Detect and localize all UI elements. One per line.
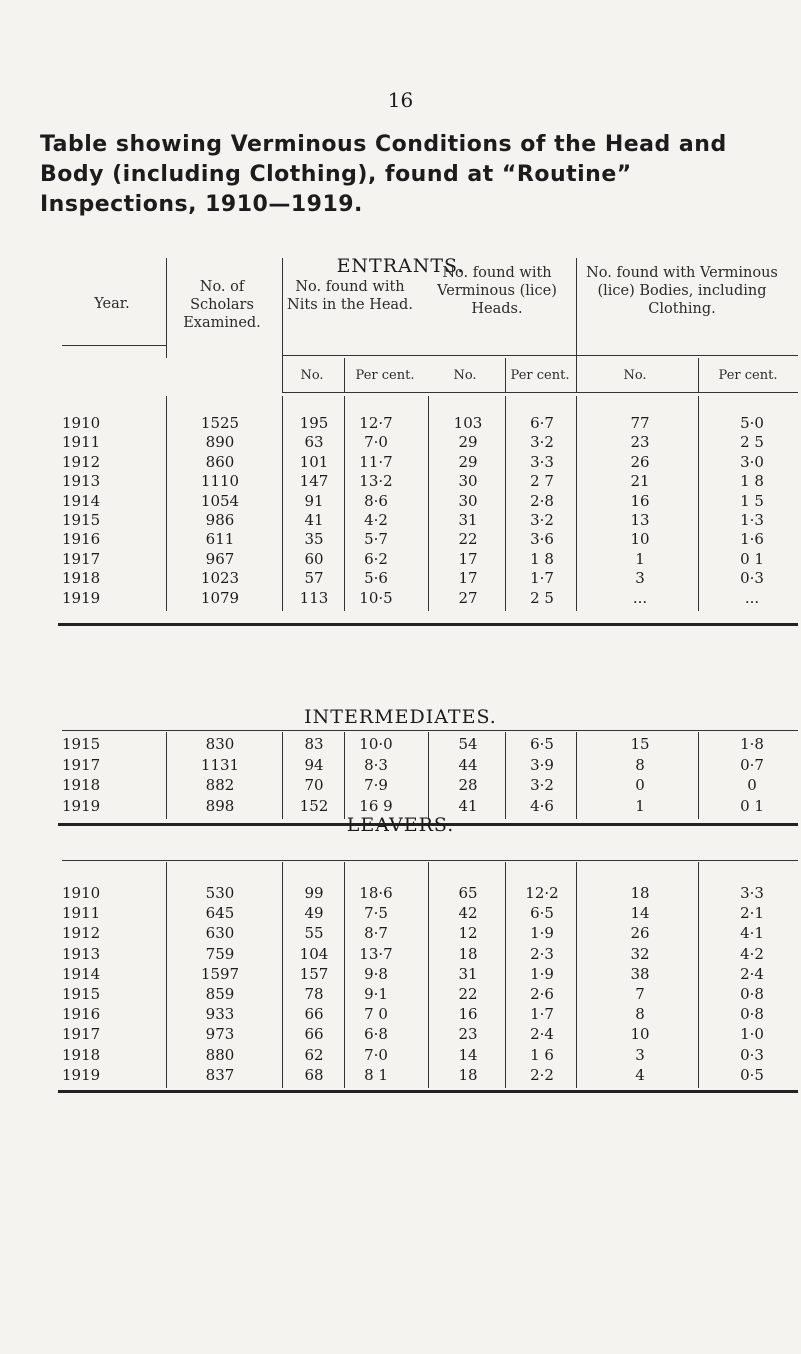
page-title: Table showing Verminous Conditions of the Head and Body (including Clothing), found at “Routine” Inspections, 1910—1919. xyxy=(40,132,727,217)
cell-year: 1913 xyxy=(62,472,101,491)
cell-examined: 1079 xyxy=(200,588,240,607)
cell-examined: 611 xyxy=(205,530,235,549)
cell-nits-percent: 16 9 xyxy=(359,796,393,815)
page-number: 16 xyxy=(387,88,414,112)
cell-nits-no: 113 xyxy=(299,588,329,607)
cell-bodies-no: 77 xyxy=(630,414,650,432)
column-divider xyxy=(344,396,345,611)
cell-heads-no: 30 xyxy=(458,491,478,510)
cell-heads-no: 30 xyxy=(458,472,478,491)
cell-examined: 986 xyxy=(205,511,235,529)
column-divider xyxy=(505,396,506,611)
cell-heads-percent: 3·6 xyxy=(530,530,554,549)
header-divider xyxy=(344,358,345,392)
cell-bodies-percent: 1·3 xyxy=(740,511,764,529)
column-divider xyxy=(505,862,506,1088)
cell-year: 1913 xyxy=(62,944,101,963)
cell-heads-percent: 2 5 xyxy=(530,588,554,607)
cell-bodies-no: 10 xyxy=(630,530,650,549)
cell-heads-percent: 3·3 xyxy=(530,452,554,471)
cell-bodies-percent: 1·6 xyxy=(740,530,764,549)
cell-heads-percent: 1 8 xyxy=(530,549,554,568)
cell-bodies-percent: 0·8 xyxy=(740,1005,764,1024)
cell-year: 1910 xyxy=(62,884,101,902)
cell-year: 1915 xyxy=(62,985,101,1003)
cell-bodies-no: 26 xyxy=(630,924,650,943)
cell-bodies-no: 14 xyxy=(630,904,650,923)
cell-heads-no: 29 xyxy=(458,433,478,452)
column-divider xyxy=(576,732,577,819)
cell-year: 1916 xyxy=(62,530,101,549)
cell-bodies-percent: 4·1 xyxy=(740,924,764,943)
header-divider xyxy=(576,258,577,393)
cell-nits-percent: 7·0 xyxy=(364,433,388,452)
cell-bodies-percent: 0 xyxy=(747,776,757,795)
cell-year: 1912 xyxy=(62,924,101,943)
cell-examined: 759 xyxy=(205,944,235,963)
cell-bodies-no: 21 xyxy=(630,472,650,491)
cell-bodies-no: ... xyxy=(632,588,648,607)
cell-bodies-no: 4 xyxy=(635,1065,645,1084)
cell-examined: 830 xyxy=(205,735,235,753)
cell-bodies-no: 32 xyxy=(630,944,650,963)
cell-examined: 1054 xyxy=(200,491,240,510)
cell-examined: 530 xyxy=(205,884,235,902)
subheader-nits-percent: Per cent. xyxy=(355,368,415,383)
cell-examined: 630 xyxy=(205,924,235,943)
cell-bodies-percent: 0 1 xyxy=(740,549,764,568)
header-nits: No. found with Nits in the Head. xyxy=(287,279,413,313)
header-divider xyxy=(282,258,283,393)
cell-nits-no: 35 xyxy=(304,530,324,549)
cell-nits-no: 66 xyxy=(304,1005,324,1024)
column-divider xyxy=(698,862,699,1088)
cell-year: 1918 xyxy=(62,1045,101,1064)
cell-nits-no: 83 xyxy=(304,735,324,753)
cell-heads-percent: 4·6 xyxy=(530,796,554,815)
cell-bodies-percent: 2 5 xyxy=(740,433,764,452)
cell-year: 1919 xyxy=(62,588,101,607)
subheader-bodies-no: No. xyxy=(623,368,647,383)
cell-nits-percent: 9·1 xyxy=(364,985,388,1003)
cell-heads-no: 44 xyxy=(458,755,478,774)
cell-heads-percent: 6·7 xyxy=(530,414,554,432)
column-divider xyxy=(428,732,429,819)
cell-nits-percent: 18·6 xyxy=(359,884,393,902)
header-examined: No. of Scholars Examined. xyxy=(183,279,261,331)
cell-year: 1910 xyxy=(62,414,101,432)
cell-heads-no: 31 xyxy=(458,964,478,983)
cell-nits-percent: 6·8 xyxy=(364,1025,388,1044)
subheader-heads-percent: Per cent. xyxy=(510,368,570,383)
cell-year: 1916 xyxy=(62,1005,101,1024)
cell-heads-percent: 2 7 xyxy=(530,472,554,491)
cell-heads-no: 54 xyxy=(458,735,478,753)
cell-nits-percent: 10·5 xyxy=(359,588,393,607)
cell-nits-percent: 7·0 xyxy=(364,1045,388,1064)
cell-heads-no: 17 xyxy=(458,549,478,568)
cell-heads-no: 42 xyxy=(458,904,478,923)
cell-nits-no: 99 xyxy=(304,884,324,902)
header-divider xyxy=(505,358,506,392)
cell-bodies-percent: 3·0 xyxy=(740,452,764,471)
cell-heads-percent: 6·5 xyxy=(530,735,554,753)
column-divider xyxy=(344,862,345,1088)
cell-bodies-percent: 1·0 xyxy=(740,1025,764,1044)
cell-heads-percent: 3·2 xyxy=(530,433,554,452)
section-title: INTERMEDIATES. xyxy=(304,706,497,728)
cell-heads-no: 103 xyxy=(453,414,483,432)
cell-heads-percent: 2·6 xyxy=(530,985,554,1003)
column-divider xyxy=(505,732,506,819)
cell-bodies-percent: ... xyxy=(744,588,760,607)
cell-heads-no: 41 xyxy=(458,796,478,815)
cell-year: 1919 xyxy=(62,796,101,815)
cell-nits-no: 157 xyxy=(299,964,329,983)
cell-nits-no: 49 xyxy=(304,904,324,923)
section-rule xyxy=(62,860,798,861)
column-divider xyxy=(282,862,283,1088)
cell-bodies-percent: 0·8 xyxy=(740,985,764,1003)
cell-heads-no: 65 xyxy=(458,884,478,902)
cell-nits-no: 147 xyxy=(299,472,329,491)
cell-heads-no: 12 xyxy=(458,924,478,943)
cell-bodies-no: 13 xyxy=(630,511,650,529)
cell-year: 1917 xyxy=(62,755,101,774)
column-divider xyxy=(282,396,283,611)
cell-heads-percent: 3·9 xyxy=(530,755,554,774)
section-bottom-rule xyxy=(58,623,798,626)
cell-bodies-percent: 0·3 xyxy=(740,1045,764,1064)
cell-bodies-no: 8 xyxy=(635,755,645,774)
cell-bodies-percent: 1 5 xyxy=(740,491,764,510)
cell-nits-percent: 8·7 xyxy=(364,924,388,943)
cell-nits-no: 94 xyxy=(304,755,324,774)
cell-heads-percent: 1 6 xyxy=(530,1045,554,1064)
cell-nits-percent: 8 1 xyxy=(364,1065,388,1084)
cell-examined: 860 xyxy=(205,452,235,471)
cell-nits-percent: 7·9 xyxy=(364,776,388,795)
cell-examined: 880 xyxy=(205,1045,235,1064)
cell-year: 1911 xyxy=(62,904,101,923)
column-divider xyxy=(166,862,167,1088)
cell-nits-no: 60 xyxy=(304,549,324,568)
cell-bodies-no: 38 xyxy=(630,964,650,983)
cell-examined: 1597 xyxy=(200,964,240,983)
cell-nits-no: 41 xyxy=(304,511,324,529)
header-bodies: No. found with Verminous (lice) Bodies, including Clothing. xyxy=(586,265,778,317)
cell-bodies-no: 3 xyxy=(635,569,645,588)
subheader-bodies-percent: Per cent. xyxy=(718,368,778,383)
cell-bodies-no: 16 xyxy=(630,491,650,510)
cell-nits-percent: 8·6 xyxy=(364,491,388,510)
header-year: Year. xyxy=(94,296,130,312)
cell-examined: 890 xyxy=(205,433,235,452)
cell-nits-no: 66 xyxy=(304,1025,324,1044)
cell-nits-no: 63 xyxy=(304,433,324,452)
section-rule xyxy=(62,730,798,731)
header-heads: No. found with Verminous (lice) Heads. xyxy=(437,265,557,317)
header-rule xyxy=(282,355,798,356)
subheader-rule xyxy=(282,392,798,393)
cell-nits-no: 91 xyxy=(304,491,324,510)
column-divider xyxy=(166,396,167,611)
cell-heads-percent: 1·7 xyxy=(530,1005,554,1024)
cell-nits-no: 101 xyxy=(299,452,329,471)
cell-nits-percent: 7 0 xyxy=(364,1005,388,1024)
subheader-nits-no: No. xyxy=(300,368,324,383)
cell-nits-percent: 10·0 xyxy=(359,735,393,753)
subheader-heads-no: No. xyxy=(453,368,477,383)
cell-bodies-percent: 0 1 xyxy=(740,796,764,815)
cell-heads-no: 18 xyxy=(458,944,478,963)
cell-nits-no: 152 xyxy=(299,796,329,815)
cell-heads-no: 23 xyxy=(458,1025,478,1044)
cell-heads-no: 22 xyxy=(458,985,478,1003)
cell-nits-percent: 8·3 xyxy=(364,755,388,774)
cell-heads-no: 29 xyxy=(458,452,478,471)
cell-year: 1914 xyxy=(62,964,101,983)
cell-nits-percent: 9·8 xyxy=(364,964,388,983)
column-divider xyxy=(428,862,429,1088)
cell-year: 1912 xyxy=(62,452,101,471)
cell-heads-no: 31 xyxy=(458,511,478,529)
cell-bodies-no: 18 xyxy=(630,884,650,902)
cell-bodies-no: 3 xyxy=(635,1045,645,1064)
cell-nits-no: 68 xyxy=(304,1065,324,1084)
cell-heads-percent: 1·9 xyxy=(530,924,554,943)
cell-year: 1915 xyxy=(62,735,101,753)
cell-bodies-percent: 1·8 xyxy=(740,735,764,753)
cell-heads-percent: 2·8 xyxy=(530,491,554,510)
cell-bodies-percent: 4·2 xyxy=(740,944,764,963)
cell-heads-percent: 6·5 xyxy=(530,904,554,923)
cell-bodies-no: 23 xyxy=(630,433,650,452)
cell-heads-percent: 2·2 xyxy=(530,1065,554,1084)
cell-nits-percent: 4·2 xyxy=(364,511,388,529)
cell-year: 1917 xyxy=(62,549,101,568)
cell-examined: 973 xyxy=(205,1025,235,1044)
cell-examined: 1110 xyxy=(200,472,240,491)
cell-bodies-no: 1 xyxy=(635,549,645,568)
cell-year: 1919 xyxy=(62,1065,101,1084)
cell-examined: 1023 xyxy=(200,569,240,588)
cell-bodies-percent: 3·3 xyxy=(740,884,764,902)
header-divider xyxy=(698,358,699,392)
cell-bodies-no: 8 xyxy=(635,1005,645,1024)
cell-nits-no: 195 xyxy=(299,414,329,432)
cell-heads-no: 16 xyxy=(458,1005,478,1024)
cell-nits-no: 57 xyxy=(304,569,324,588)
cell-year: 1914 xyxy=(62,491,101,510)
cell-heads-percent: 2·3 xyxy=(530,944,554,963)
cell-bodies-percent: 2·1 xyxy=(740,904,764,923)
column-divider xyxy=(698,396,699,611)
cell-heads-no: 22 xyxy=(458,530,478,549)
cell-heads-no: 28 xyxy=(458,776,478,795)
cell-nits-no: 104 xyxy=(299,944,329,963)
cell-year: 1918 xyxy=(62,569,101,588)
cell-heads-percent: 1·9 xyxy=(530,964,554,983)
cell-nits-percent: 5·6 xyxy=(364,569,388,588)
cell-year: 1915 xyxy=(62,511,101,529)
column-divider xyxy=(576,862,577,1088)
cell-nits-no: 62 xyxy=(304,1045,324,1064)
section-title: LEAVERS. xyxy=(346,814,455,836)
column-divider xyxy=(428,396,429,611)
cell-bodies-percent: 1 8 xyxy=(740,472,764,491)
column-divider xyxy=(576,396,577,611)
cell-nits-percent: 13·7 xyxy=(359,944,393,963)
cell-bodies-no: 15 xyxy=(630,735,650,753)
cell-bodies-percent: 0·7 xyxy=(740,755,764,774)
cell-examined: 1525 xyxy=(200,414,240,432)
column-divider xyxy=(166,732,167,819)
cell-heads-percent: 2·4 xyxy=(530,1025,554,1044)
cell-bodies-no: 7 xyxy=(635,985,645,1003)
cell-bodies-percent: 2·4 xyxy=(740,964,764,983)
cell-nits-no: 78 xyxy=(304,985,324,1003)
cell-heads-no: 27 xyxy=(458,588,478,607)
cell-bodies-percent: 5·0 xyxy=(740,414,764,432)
column-divider xyxy=(344,732,345,819)
cell-nits-percent: 7·5 xyxy=(364,904,388,923)
cell-bodies-no: 0 xyxy=(635,776,645,795)
cell-nits-percent: 5·7 xyxy=(364,530,388,549)
cell-nits-percent: 12·7 xyxy=(359,414,393,432)
cell-examined: 837 xyxy=(205,1065,235,1084)
cell-year: 1918 xyxy=(62,776,101,795)
cell-heads-percent: 3·2 xyxy=(530,776,554,795)
section-title: ENTRANTS. xyxy=(336,255,465,277)
cell-bodies-no: 1 xyxy=(635,796,645,815)
cell-heads-no: 18 xyxy=(458,1065,478,1084)
cell-examined: 859 xyxy=(205,985,235,1003)
cell-nits-percent: 13·2 xyxy=(359,472,393,491)
cell-examined: 967 xyxy=(205,549,235,568)
cell-bodies-no: 10 xyxy=(630,1025,650,1044)
header-rule xyxy=(62,345,166,346)
column-divider xyxy=(698,732,699,819)
cell-bodies-percent: 0·5 xyxy=(740,1065,764,1084)
cell-nits-percent: 11·7 xyxy=(359,452,393,471)
cell-heads-no: 17 xyxy=(458,569,478,588)
cell-year: 1911 xyxy=(62,433,101,452)
cell-heads-percent: 1·7 xyxy=(530,569,554,588)
cell-examined: 882 xyxy=(205,776,235,795)
cell-examined: 1131 xyxy=(200,755,240,774)
cell-heads-percent: 12·2 xyxy=(525,884,559,902)
cell-heads-percent: 3·2 xyxy=(530,511,554,529)
column-divider xyxy=(282,732,283,819)
cell-nits-no: 55 xyxy=(304,924,324,943)
cell-examined: 933 xyxy=(205,1005,235,1024)
cell-bodies-percent: 0·3 xyxy=(740,569,764,588)
cell-nits-percent: 6·2 xyxy=(364,549,388,568)
cell-heads-no: 14 xyxy=(458,1045,478,1064)
cell-nits-no: 70 xyxy=(304,776,324,795)
cell-examined: 898 xyxy=(205,796,235,815)
section-bottom-rule xyxy=(58,1090,798,1093)
cell-bodies-no: 26 xyxy=(630,452,650,471)
cell-year: 1917 xyxy=(62,1025,101,1044)
cell-examined: 645 xyxy=(205,904,235,923)
